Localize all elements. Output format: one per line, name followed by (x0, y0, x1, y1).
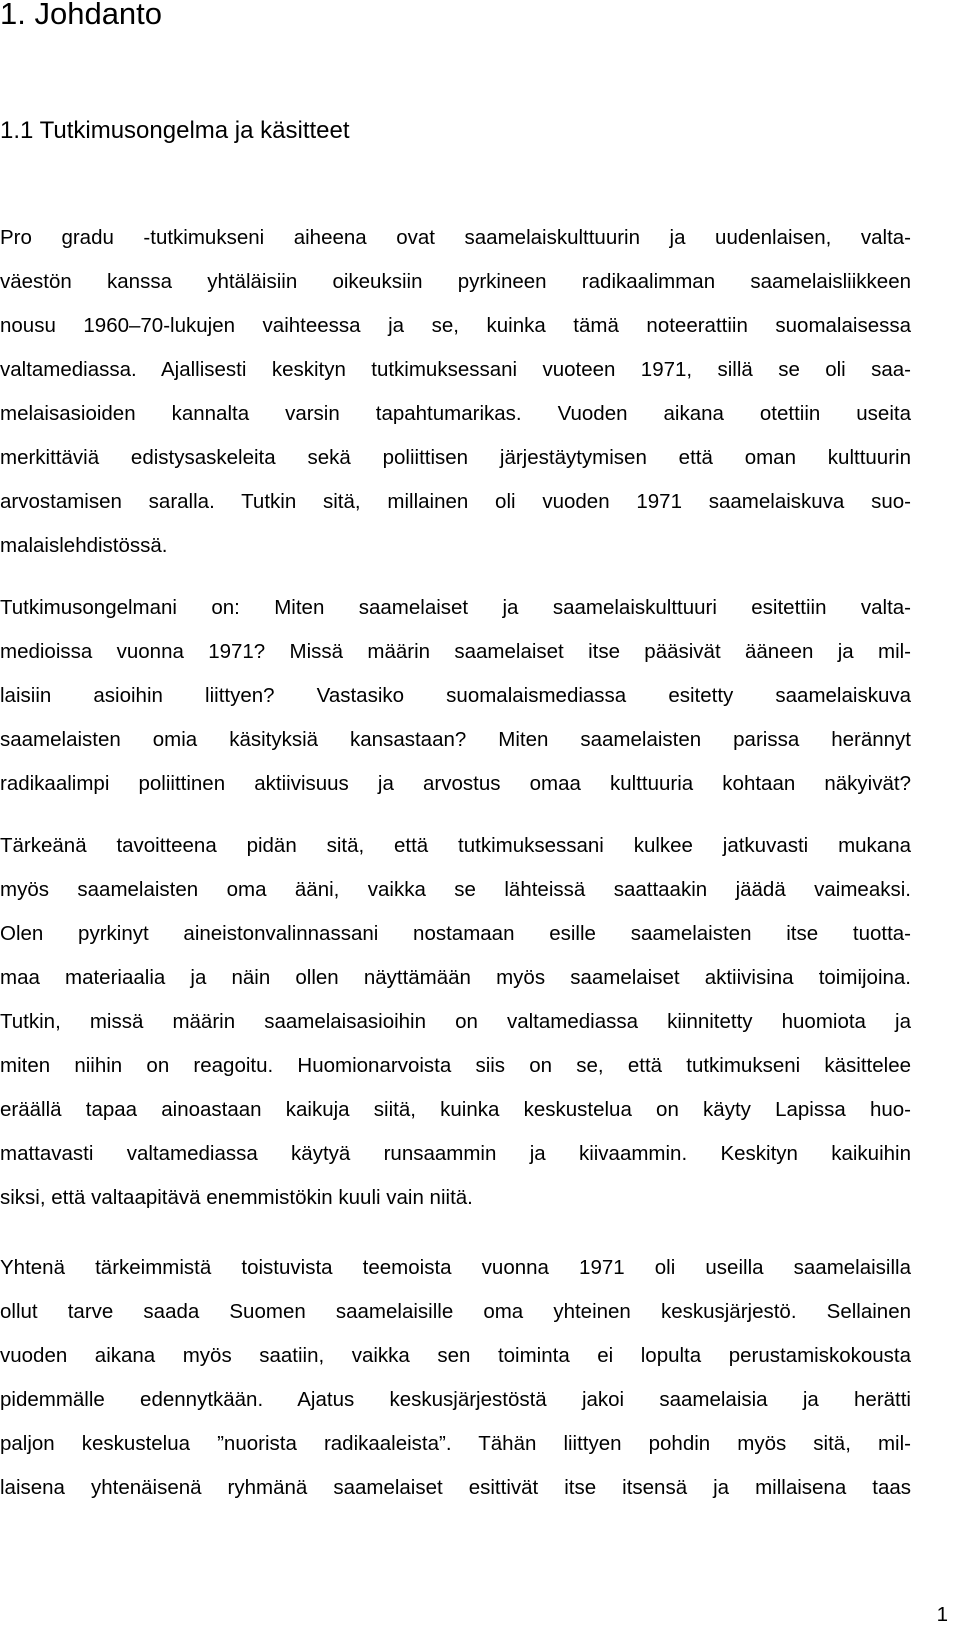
text-line: Tutkin, missä määrin saamelaisasioihin on valtamediassa kiinnitetty huomiota ja (0, 1010, 911, 1033)
text-line: miten niihin on reagoitu. Huomionarvoista siis on se, että tutkimukseni käsittelee (0, 1054, 911, 1077)
text-line: valtamediassa. Ajallisesti keskityn tutkimuksessani vuoteen 1971, sillä se oli saa- (0, 358, 911, 381)
text-line: vuoden aikana myös saatiin, vaikka sen toiminta ei lopulta perustamiskokousta (0, 1344, 911, 1367)
text-line: nousu 1960–70-lukujen vaihteessa ja se, kuinka tämä noteerattiin suomalaisessa (0, 314, 911, 337)
text-line: laisena yhtenäisenä ryhmänä saamelaiset esittivät itse itsensä ja millaisena taas (0, 1476, 911, 1499)
text-line: medioissa vuonna 1971? Missä määrin saamelaiset itse pääsivät ääneen ja mil- (0, 640, 911, 663)
text-line: merkittäviä edistysaskeleita sekä poliittisen järjestäytymisen että oman kulttuurin (0, 446, 911, 469)
text-line: Yhtenä tärkeimmistä toistuvista teemoista vuonna 1971 oli useilla saamelaisilla (0, 1256, 911, 1279)
paragraph-central-organization (0, 1246, 911, 1510)
text-line: saamelaisten omia käsityksiä kansastaan? Miten saamelaisten parissa herännyt (0, 728, 911, 751)
paragraph-research-topic (0, 216, 911, 568)
text-line: melaisasioiden kannalta varsin tapahtumarikas. Vuoden aikana otettiin useita (0, 402, 911, 425)
text-line: Tärkeänä tavoitteena pidän sitä, että tutkimuksessani kulkee jatkuvasti mukana (0, 834, 911, 857)
text-line: maa materiaalia ja näin ollen näyttämään myös saamelaiset aktiivisina toimijoina. (0, 966, 911, 989)
text-line: arvostamisen saralla. Tutkin sitä, millainen oli vuoden 1971 saamelaiskuva suo- (0, 490, 911, 513)
paragraph-research-goal (0, 824, 911, 1220)
text-line: eräällä tapaa ainoastaan kaikuja siitä, kuinka keskustelua on käyty Lapissa huo- (0, 1098, 911, 1121)
text-line: väestön kanssa yhtäläisiin oikeuksiin pyrkineen radikaalimman saamelaisliikkeen (0, 270, 911, 293)
text-line: ollut tarve saada Suomen saamelaisille oma yhteinen keskusjärjestö. Sellainen (0, 1300, 911, 1323)
section-heading: 1.1 Tutkimusongelma ja käsitteet (0, 117, 350, 144)
text-line: myös saamelaisten oma ääni, vaikka se lähteissä saattaakin jäädä vaimeaksi. (0, 878, 911, 901)
text-line: paljon keskustelua ”nuorista radikaaleista”. Tähän liittyen pohdin myös sitä, mil- (0, 1432, 911, 1455)
chapter-heading: 1. Johdanto (0, 0, 163, 31)
text-line: malaislehdistössä. (0, 534, 168, 557)
text-line: laisiin asioihin liittyen? Vastasiko suomalaismediassa esitetty saamelaiskuva (0, 684, 911, 707)
text-line: radikaalimpi poliittinen aktiivisuus ja arvostus omaa kulttuuria kohtaan näkyivät? (0, 772, 911, 795)
text-line: mattavasti valtamediassa käytyä runsaammin ja kiivaammin. Keskityn kaikuihin (0, 1142, 911, 1165)
text-line: siksi, että valtaapitävä enemmistökin kuuli vain niitä. (0, 1186, 473, 1209)
text-line: Pro gradu -tutkimukseni aiheena ovat saamelaiskulttuurin ja uudenlaisen, valta- (0, 226, 911, 249)
text-line: pidemmälle edennytkään. Ajatus keskusjärjestöstä jakoi saamelaisia ja herätti (0, 1388, 911, 1411)
page-number: 1 (936, 1603, 948, 1626)
text-line: Olen pyrkinyt aineistonvalinnassani nostamaan esille saamelaisten itse tuotta- (0, 922, 911, 945)
paragraph-research-questions (0, 586, 911, 806)
text-line: Tutkimusongelmani on: Miten saamelaiset ja saamelaiskulttuuri esitettiin valta- (0, 596, 911, 619)
